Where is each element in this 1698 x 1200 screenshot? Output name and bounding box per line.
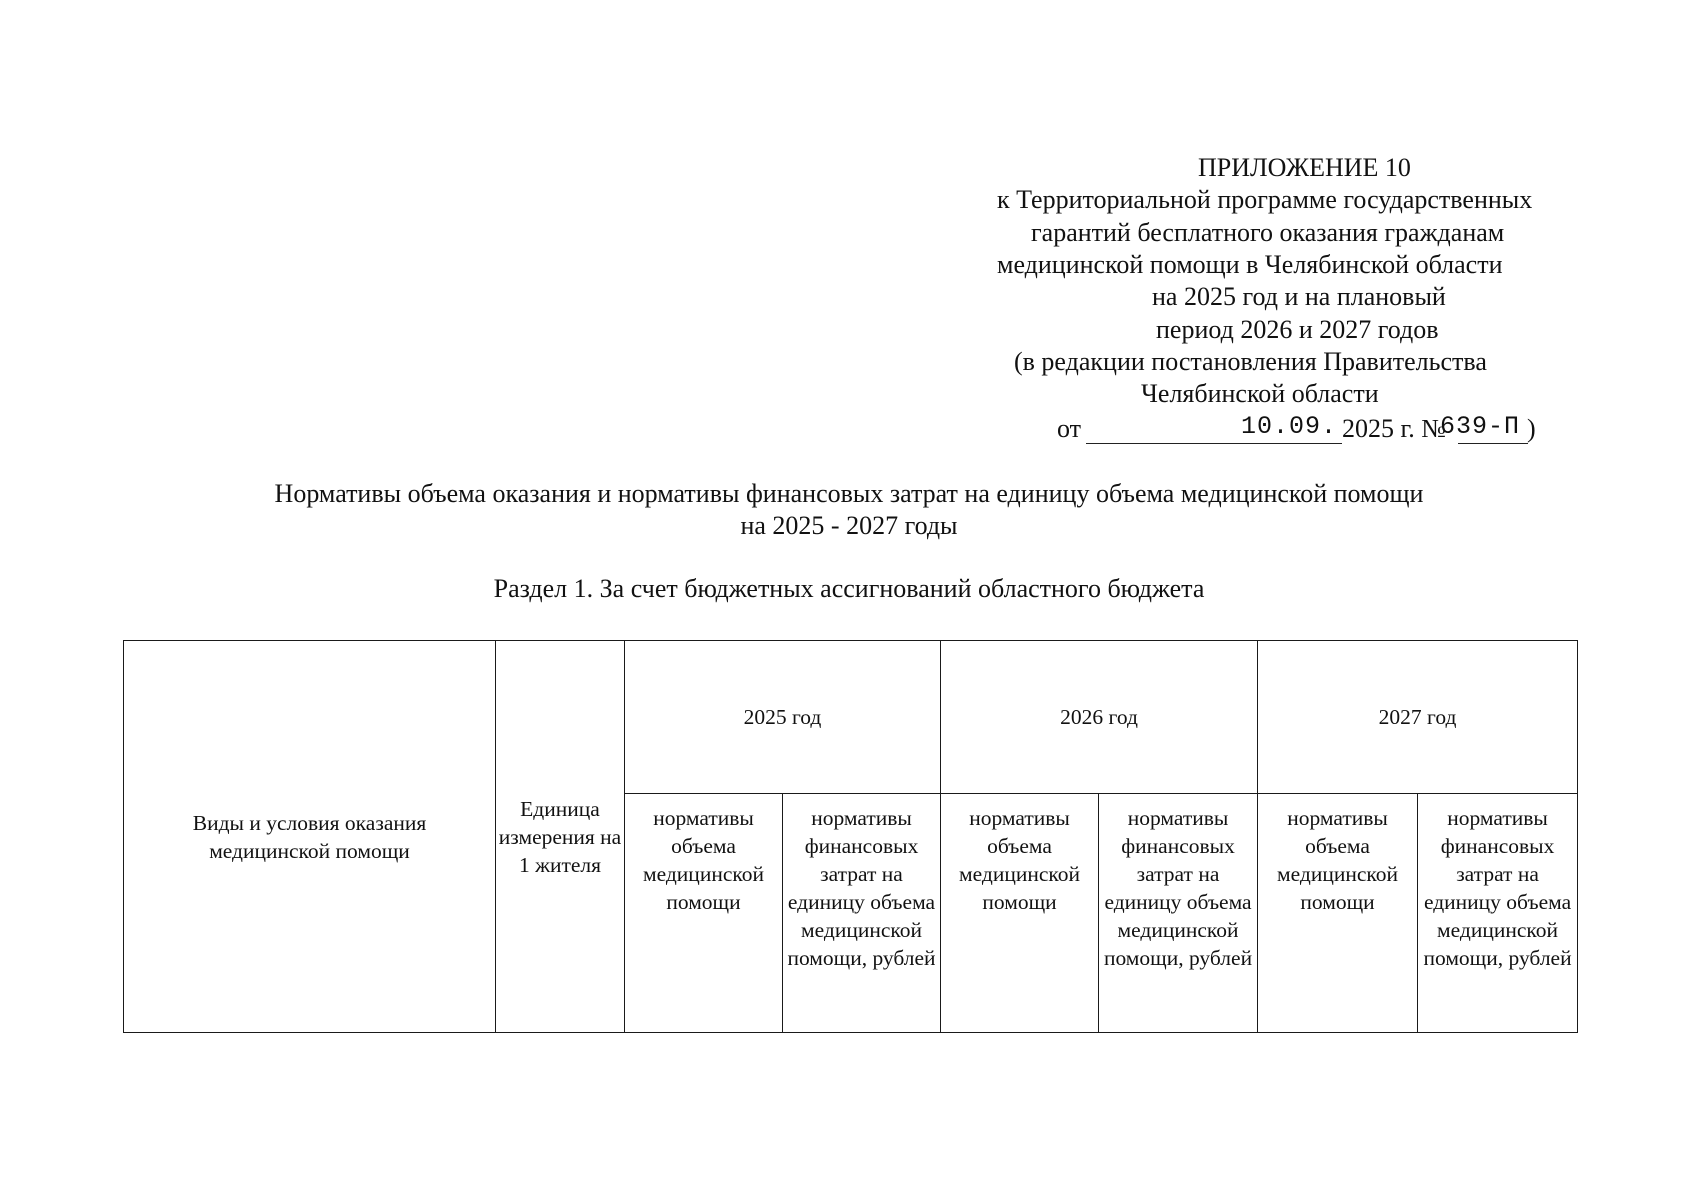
header-year-2026 bbox=[941, 641, 1258, 794]
year-label: 2027 год bbox=[1378, 705, 1457, 729]
subheader-volume-2025 bbox=[625, 794, 783, 1033]
appendix-line: на 2025 год и на плановый bbox=[1152, 282, 1446, 311]
table-header-row-years bbox=[124, 641, 1578, 794]
appendix-line: гарантий бесплатного оказания гражданам bbox=[1031, 218, 1505, 247]
subheader-cost-2026 bbox=[1099, 794, 1258, 1033]
header-year-2027 bbox=[1258, 641, 1578, 794]
subheader-cost-2025 bbox=[783, 794, 941, 1033]
header-year-2025 bbox=[625, 641, 941, 794]
closing-paren: ) bbox=[1527, 414, 1536, 443]
appendix-title: ПРИЛОЖЕНИЕ 10 bbox=[1198, 153, 1411, 182]
subheader-volume-2026 bbox=[941, 794, 1099, 1033]
header-kind-cell bbox=[124, 641, 496, 1033]
subheader-cost-2027 bbox=[1418, 794, 1578, 1033]
subheader-volume: нормативы объема медицинской помощи bbox=[1277, 806, 1399, 914]
subheader-volume: нормативы объема медицинской помощи bbox=[643, 806, 764, 914]
header-unit-cell bbox=[496, 641, 625, 1033]
appendix-line: (в редакции постановления Правительства bbox=[1014, 347, 1487, 376]
appendix-line: период 2026 и 2027 годов bbox=[1156, 315, 1439, 344]
subheader-cost: нормативы финансовых затрат на единицу объема медицинской помощи, рублей bbox=[1423, 806, 1572, 970]
document-title-line-2: на 2025 - 2027 годы bbox=[740, 511, 958, 540]
year-label: 2026 год bbox=[1060, 705, 1138, 729]
norms-table bbox=[123, 640, 1578, 1033]
header-kind: Виды и условия оказания медицинской помощи bbox=[192, 810, 427, 863]
appendix-line: Челябинской области bbox=[1141, 379, 1379, 408]
date-value: 10.09. bbox=[1241, 412, 1338, 441]
resolution-number: 639-П bbox=[1440, 412, 1521, 441]
year-label: 2025 год bbox=[743, 705, 822, 729]
appendix-header bbox=[0, 0, 1698, 460]
date-prefix: от bbox=[1057, 414, 1082, 443]
header-unit: Единица измерения на 1 жителя bbox=[498, 796, 622, 877]
subheader-cost: нормативы финансовых затрат на единицу объема медицинской помощи, рублей bbox=[787, 806, 936, 970]
subheader-volume: нормативы объема медицинской помощи bbox=[959, 806, 1080, 914]
document-title-line-1: Нормативы объема оказания и нормативы финансовых затрат на единицу объема медицинской помощи bbox=[274, 479, 1424, 508]
document-title bbox=[0, 478, 1698, 542]
section-title: Раздел 1. За счет бюджетных ассигнований областного бюджета bbox=[493, 574, 1205, 603]
appendix-line: медицинской помощи в Челябинской области bbox=[997, 250, 1503, 279]
subheader-cost: нормативы финансовых затрат на единицу объема медицинской помощи, рублей bbox=[1103, 806, 1253, 970]
appendix-line: к Территориальной программе государственных bbox=[997, 185, 1533, 214]
date-year: 2025 г. № bbox=[1342, 414, 1447, 443]
subheader-volume-2027 bbox=[1258, 794, 1418, 1033]
